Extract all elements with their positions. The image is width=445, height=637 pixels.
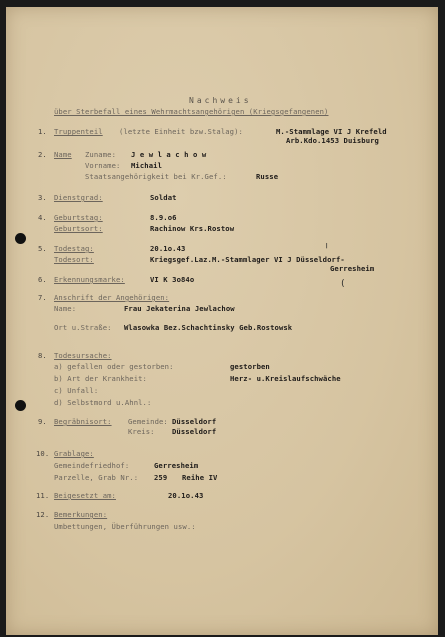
field-label-gefallen: a) gefallen oder gestorben: — [54, 362, 174, 371]
field-label-ort-strasse: Ort u.Straße: — [54, 323, 112, 332]
field-label-kreis: Kreis: — [128, 427, 155, 436]
item-number: 11. — [36, 491, 50, 500]
field-label-selbstmord: d) Selbstmord u.Ahnl.: — [54, 398, 152, 407]
field-value-zuname: J e w l a c h o w — [131, 150, 207, 159]
field-label-umbettungen: Umbettungen, Überführungen usw.: — [54, 522, 196, 531]
field-label-todesort: Todesort: — [54, 255, 94, 264]
field-label-name: Name — [54, 150, 72, 159]
field-value-todestag: 20.1o.43 — [150, 244, 186, 253]
item-number: 3. — [38, 193, 47, 202]
item-number: 10. — [36, 449, 50, 458]
field-value-gemeinde: Düsseldorf — [172, 417, 217, 426]
item-number: 2. — [38, 150, 47, 159]
field-label-dienstgrad: Dienstgrad: — [54, 193, 103, 202]
field-value-kreis: Düsseldorf — [172, 427, 217, 436]
field-value-friedhof: Gerresheim — [154, 461, 199, 470]
item-number: 8. — [38, 351, 47, 360]
field-label-todesursache: Todesursache: — [54, 351, 112, 360]
field-value-todesort: Kriegsgef.Laz.M.-Stammlager VI J Düsseldorf- — [150, 255, 345, 264]
item-number: 7. — [38, 293, 47, 302]
item-number: 9. — [38, 417, 47, 426]
field-value-ort-strasse: Wlasowka Bez.Schachtinsky Geb.Rostowsk — [124, 323, 293, 332]
field-value-geburtsort: Rachinow Krs.Rostow — [150, 224, 235, 233]
field-label-angehoerige-name: Name: — [54, 304, 77, 313]
pencil-mark-icon: ╷ — [324, 239, 330, 249]
field-label-geburtstag: Geburtstag: — [54, 213, 103, 222]
pencil-mark-icon: ( — [340, 279, 346, 289]
field-label-krankheit: b) Art der Krankheit: — [54, 374, 147, 383]
field-label-anschrift: Anschrift der Angehörigen: — [54, 293, 170, 302]
field-label-parzelle: Parzelle, Grab Nr.: — [54, 473, 139, 482]
field-label-erkennungsmarke: Erkennungsmarke: — [54, 275, 125, 284]
field-value-beigesetzt: 20.1o.43 — [168, 491, 204, 500]
field-value-truppenteil: M.-Stammlage VI J Krefeld — [276, 127, 387, 136]
document-page — [6, 7, 438, 635]
field-value-todesort-cont: Gerresheim — [330, 264, 375, 273]
field-value-vorname: Michail — [131, 161, 162, 170]
item-number: 6. — [38, 275, 47, 284]
field-label-bemerkungen: Bemerkungen: — [54, 510, 108, 519]
field-label-zuname: Zuname: — [85, 150, 116, 159]
field-value-geburtstag: 8.9.o6 — [150, 213, 177, 222]
field-label-gemeinde: Gemeinde: — [128, 417, 168, 426]
field-value-krankheit: Herz- u.Kreislaufschwäche — [230, 374, 341, 383]
field-value-grab-nr: 259 — [154, 473, 168, 482]
item-number: 12. — [36, 510, 50, 519]
item-number: 5. — [38, 244, 47, 253]
field-value-staatsangehoerigkeit: Russe — [256, 172, 279, 181]
field-label-begraebnisort: Begräbnisort: — [54, 417, 112, 426]
field-label-grablage: Grablage: — [54, 449, 94, 458]
field-label-geburtsort: Geburtsort: — [54, 224, 103, 233]
field-value-dienstgrad: Soldat — [150, 193, 177, 202]
field-value-reihe: Reihe IV — [182, 473, 218, 482]
field-value-angehoerige-name: Frau Jekaterina Jewlachow — [124, 304, 235, 313]
field-label-friedhof: Gemeindefriedhof: — [54, 461, 130, 470]
punch-hole-icon — [15, 233, 26, 244]
field-value-arbeitskommando: Arb.Kdo.1453 Duisburg — [286, 136, 379, 145]
field-label-truppenteil: Truppenteil — [54, 127, 103, 136]
document-title: Nachweis — [189, 96, 252, 105]
field-label-unfall: c) Unfall: — [54, 386, 99, 395]
document-subtitle: über Sterbefall eines Wehrmachtsangehörigen (Kriegsgefangenen) — [54, 107, 329, 116]
field-label-vorname: Vorname: — [85, 161, 121, 170]
field-label-staatsangehoerigkeit: Staatsangehörigkeit bei Kr.Gef.: — [85, 172, 227, 181]
field-label-beigesetzt: Beigesetzt am: — [54, 491, 116, 500]
field-value-erkennungsmarke: VI K 3o84o — [150, 275, 195, 284]
field-label-todestag: Todestag: — [54, 244, 94, 253]
field-value-gefallen: gestorben — [230, 362, 270, 371]
item-number: 4. — [38, 213, 47, 222]
punch-hole-icon — [15, 400, 26, 411]
field-note-truppenteil: (letzte Einheit bzw.Stalag): — [119, 127, 243, 136]
item-number: 1. — [38, 127, 47, 136]
